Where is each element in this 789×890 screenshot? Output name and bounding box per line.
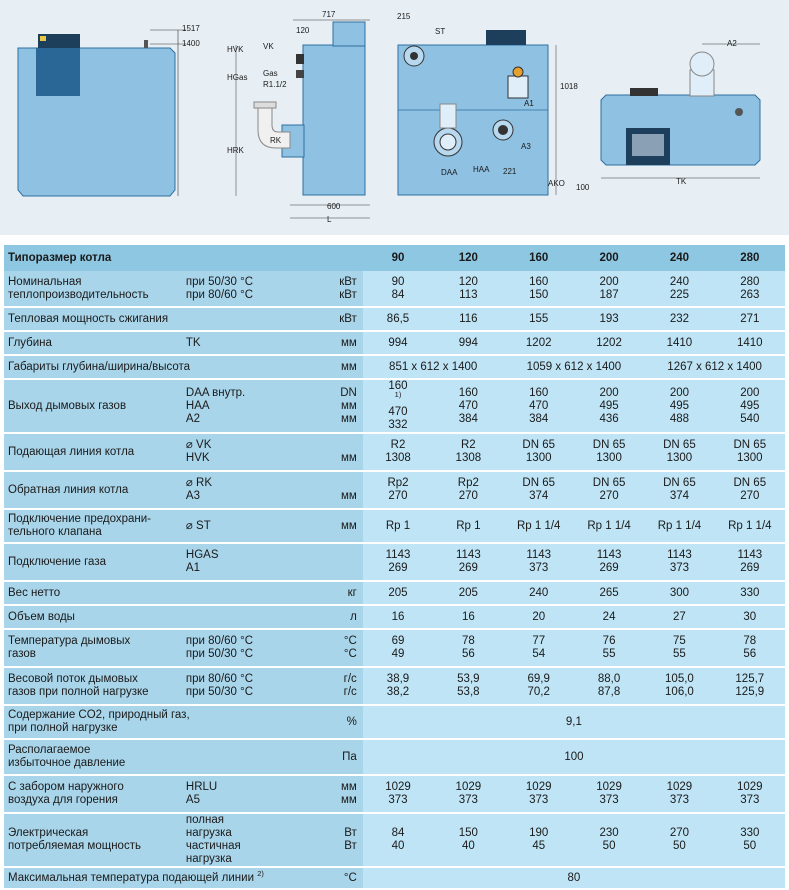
unit: мм [341,399,357,412]
cell: Rp 1 [433,509,503,543]
unit: % [276,705,362,739]
unit: °C [343,648,357,660]
symbol: TK [182,331,276,355]
rear-label-a1: A1 [524,99,534,108]
cell: 50 [673,840,686,852]
cell: 330 [740,827,760,839]
condition: частичная нагрузка [185,840,241,865]
cell: 56 [743,648,757,660]
header-label: Типоразмер котла [4,245,363,271]
row-flow-line [4,433,785,471]
cell: 9,1 [363,705,785,739]
cell: 90 [391,275,405,288]
cell: Rp 1 1/4 [574,509,644,543]
cell: 271 [715,307,785,331]
rear-view [397,12,590,195]
cell: 1300 [666,452,693,464]
label: Выход дымовых газов [4,379,182,433]
cell: 373 [599,794,619,806]
row-co2-content [4,705,785,739]
cell: 56 [461,648,475,660]
cell: 1143 [455,549,481,561]
rear-dim-215: 215 [397,12,411,21]
cell: 373 [740,794,760,806]
label: С забором наружного [8,781,124,793]
condition: полная нагрузка [185,814,232,839]
cell: 105,0 [665,673,694,685]
symbol: A2 [185,412,200,425]
side-dim-120: 120 [296,26,310,35]
cell: 270 [388,490,408,502]
cell: 84 [391,288,405,301]
unit: кг [276,581,362,605]
rear-dim-221: 221 [503,167,517,176]
side-label-hvk: HVK [227,45,244,54]
size-90: 90 [363,245,433,271]
unit: кВт [339,288,357,301]
side-dim-600: 600 [327,202,341,211]
label: Весовой поток дымовых [8,673,138,685]
row-nominal-output [4,271,785,307]
cell: 125,9 [735,686,765,698]
row-mass-flow [4,667,785,705]
label: Максимальная температура подающей линии [8,871,254,884]
cell: 84 [391,827,405,839]
cell: 269 [740,562,760,574]
cell: 373 [529,562,549,574]
cell: 495 [669,399,690,412]
cell: 1029 [666,781,693,793]
cell: 69 [391,635,405,647]
cell: 373 [458,794,478,806]
cell: 384 [458,412,478,425]
cell: 384 [529,412,549,425]
size-160: 160 [504,245,574,271]
cell: 470 [388,406,408,418]
cell: 80 [363,867,785,889]
rear-dim-100: 100 [576,183,590,192]
rear-dim-1018: 1018 [560,82,578,91]
cell: 374 [529,490,549,502]
cell: 120 [458,275,478,288]
unit: мм [341,781,357,793]
cell: Rp 1 1/4 [644,509,714,543]
cell: 300 [644,581,714,605]
cell: 88,0 [597,673,621,685]
cell: R2 [390,439,406,451]
cell: 373 [529,794,549,806]
unit: кВт [276,307,362,331]
label: Содержание CO2, природный газ, [8,709,190,721]
label: Подключение газа [4,543,182,581]
label: потребляемая мощность [8,840,141,852]
side-view [227,10,370,224]
cell: Rp2 [387,477,409,489]
condition: при 80/60 °C [185,635,254,647]
symbol: HAA [185,399,210,412]
side-dim-l: L [327,215,332,224]
row-external-air [4,775,785,813]
condition: при 50/30 °C [185,275,254,288]
row-available-pressure [4,739,785,775]
label: Электрическая [8,827,89,839]
cell: 106,0 [665,686,694,698]
row-flue-outlet [4,379,785,433]
cell: 330 [715,581,785,605]
cell: 265 [574,581,644,605]
unit: г/с [343,673,357,685]
row-depth [4,331,785,355]
cell: 160 [388,380,408,392]
unit: мм [341,412,357,425]
cell: 45 [532,840,546,852]
cell: 373 [669,794,690,806]
cell: 200 [599,275,619,288]
cell: 1308 [455,452,482,464]
cell: 78 [743,635,757,647]
row-safety-valve [4,509,785,543]
front-dim-body: 1400 [182,39,200,48]
rear-label-a3: A3 [521,142,531,151]
unit: Па [276,739,362,775]
symbol: ⌀ ST [182,509,276,543]
cell: 470 [529,399,549,412]
header-row [4,245,785,271]
cell: 270 [740,490,760,502]
unit: °C [276,867,362,889]
label: Подающая линия котла [4,433,182,471]
symbol: HVK [185,452,210,464]
cell: 38,9 [386,673,410,685]
cell: 270 [599,490,619,502]
cell: 40 [391,840,405,852]
cell: DN 65 [522,439,556,451]
cell: 78 [461,635,475,647]
side-label-hgas: HGas [227,73,248,82]
cell: Rp 1 1/4 [715,509,785,543]
cell: 30 [715,605,785,629]
cell: 190 [529,827,549,839]
unit: л [276,605,362,629]
cell: Rp 1 1/4 [504,509,574,543]
side-label-gas: Gas [263,69,278,78]
cell: 851 x 612 x 1400 [363,355,504,379]
cell: 187 [599,288,619,301]
size-200: 200 [574,245,644,271]
condition: при 80/60 °C [185,288,254,301]
cell: 1308 [385,452,411,464]
cell: 160 [529,386,549,399]
cell: 1029 [596,781,622,793]
cell: 374 [669,490,690,502]
unit: Вт [344,827,357,839]
cell: 87,8 [597,686,621,698]
unit: мм [341,490,357,502]
cell: DN 65 [592,477,626,489]
symbol: A3 [185,490,200,502]
cell: 53,9 [457,673,480,685]
cell: 1029 [525,781,552,793]
symbol: A1 [185,562,200,574]
cell: 1410 [715,331,785,355]
unit: °C [343,635,357,647]
footnote-2: 2) [257,868,264,878]
cell: 373 [388,794,408,806]
cell: 100 [363,739,785,775]
label: теплопроизводительность [8,288,149,301]
cell: 200 [599,386,619,399]
cell: 495 [599,399,619,412]
cell: 373 [669,562,690,574]
row-water-volume [4,605,785,629]
cell: 470 [458,399,478,412]
size-120: 120 [433,245,503,271]
label: Габариты глубина/ширина/высота [4,355,276,379]
unit: Вт [344,840,357,852]
row-dimensions [4,355,785,379]
cell: 1202 [574,331,644,355]
rear-label-haa: HAA [473,165,490,174]
label: Располагаемое [8,744,91,756]
cell: 1143 [596,549,622,561]
cell: 193 [574,307,644,331]
cell: 1143 [526,549,552,561]
label: Температура дымовых [8,635,131,647]
cell: DN 65 [733,477,767,489]
cell: 53,8 [457,686,480,698]
footnote-1: 1) [394,390,402,400]
row-flue-temperature [4,629,785,667]
cell: 488 [669,412,690,425]
label: Объем воды [4,605,276,629]
row-weight [4,581,785,605]
cell: 150 [529,288,549,301]
condition: при 80/60 °C [185,673,254,685]
cell: 200 [669,386,690,399]
cell: DN 65 [663,439,696,451]
cell: 232 [644,307,714,331]
symbol: A5 [185,794,200,806]
symbol: ⌀ VK [185,439,212,451]
cell: 150 [458,827,478,839]
cell: 1143 [385,549,411,561]
specification-table [4,245,785,890]
unit: мм [276,331,362,355]
cell: 269 [599,562,619,574]
front-view [18,24,200,196]
cell: 1029 [385,781,411,793]
cell: 269 [388,562,408,574]
unit: DN [340,386,357,399]
label: газов [8,648,36,660]
cell: 160 [529,275,549,288]
symbol: ⌀ RK [185,477,213,489]
row-electrical-power [4,813,785,867]
cell: 280 [740,275,760,288]
cell: Rp2 [457,477,479,489]
cell: 230 [599,827,619,839]
cell: 16 [363,605,433,629]
cell: 69,9 [527,673,550,685]
cell: 200 [740,386,760,399]
front-dim-total: 1517 [182,24,200,33]
cell: 994 [363,331,433,355]
cell: 205 [363,581,433,605]
cell: 205 [433,581,503,605]
cell: 994 [433,331,503,355]
top-label-tk: TK [676,177,687,186]
unit: мм [341,794,357,806]
cell: DN 65 [522,477,556,489]
cell: 1029 [737,781,763,793]
cell: 436 [599,412,619,425]
cell: 55 [602,648,616,660]
symbol: HRLU [185,781,218,793]
side-label-vk: VK [263,42,274,51]
cell: 38,2 [386,686,410,698]
unit: г/с [343,686,357,698]
cell: 54 [532,648,546,660]
cell: 269 [458,562,478,574]
cell: 113 [459,288,478,301]
cell: 1300 [525,452,552,464]
label: Обратная линия котла [4,471,182,509]
cell: 27 [644,605,714,629]
cell: 155 [504,307,574,331]
cell: 70,2 [527,686,550,698]
cell: 50 [602,840,616,852]
cell: 125,7 [735,673,765,685]
cell: 75 [673,635,686,647]
cell: Rp 1 [363,509,433,543]
side-label-gas-size: R1.1/2 [263,80,287,89]
cell: 263 [740,288,760,301]
cell: 1202 [504,331,574,355]
cell: 540 [740,412,760,425]
cell: 225 [669,288,690,301]
top-label-a2: A2 [727,39,737,48]
cell: DN 65 [592,439,626,451]
symbol: HGAS [185,549,219,561]
cell: 1410 [644,331,714,355]
label: Подключение предохрани- [8,513,152,525]
cell: 332 [388,419,408,431]
unit: мм [276,355,362,379]
cell: 49 [391,648,405,660]
cell: 20 [504,605,574,629]
cell: 76 [602,635,616,647]
cell: 55 [673,648,686,660]
label: воздуха для горения [8,794,118,806]
condition: при 50/30 °C [185,648,254,660]
unit: мм [341,452,357,464]
unit: мм [276,509,362,543]
cell: R2 [461,439,476,451]
condition: при 50/30 °C [185,686,254,698]
cell: 270 [669,827,690,839]
cell: 40 [461,840,475,852]
label: газов при полной нагрузке [8,686,149,698]
label: избыточное давление [8,757,126,769]
technical-drawing [0,0,789,235]
cell: 1143 [737,549,763,561]
label: Номинальная [8,275,82,288]
label: Вес нетто [4,581,276,605]
unit: кВт [339,275,357,288]
rear-label-ako: AKO [548,179,565,188]
cell: 1300 [596,452,622,464]
cell: 270 [458,490,478,502]
cell: 1059 x 612 x 1400 [504,355,645,379]
size-280: 280 [715,245,785,271]
cell: 1300 [737,452,763,464]
boiler-dimension-drawing [0,0,789,235]
side-label-hrk: HRK [227,146,244,155]
label: Глубина [4,331,182,355]
cell: 16 [433,605,503,629]
label: тельного клапана [8,526,102,538]
cell: DN 65 [733,439,767,451]
row-gas-connection [4,543,785,581]
cell: 86,5 [363,307,433,331]
label: при полной нагрузке [8,722,118,734]
side-dim-top: 717 [322,10,336,19]
rear-label-daa: DAA [441,168,458,177]
cell: 495 [740,399,760,412]
cell: 240 [669,275,690,288]
cell: 50 [743,840,757,852]
cell: 116 [433,307,503,331]
cell: 160 [458,386,478,399]
row-firing-power [4,307,785,331]
cell: 1267 x 612 x 1400 [644,355,785,379]
side-label-rk: RK [270,136,282,145]
cell: 24 [574,605,644,629]
cell: 240 [504,581,574,605]
cell: 1029 [455,781,482,793]
label: Тепловая мощность сжигания [4,307,276,331]
row-max-flow-temperature [4,867,785,889]
symbol: DAA внутр. [185,386,246,399]
cell: 77 [532,635,546,647]
rear-label-st: ST [435,27,446,36]
cell: DN 65 [663,477,696,489]
row-return-line [4,471,785,509]
size-240: 240 [644,245,714,271]
top-view [601,39,760,186]
cell: 1143 [667,549,692,561]
